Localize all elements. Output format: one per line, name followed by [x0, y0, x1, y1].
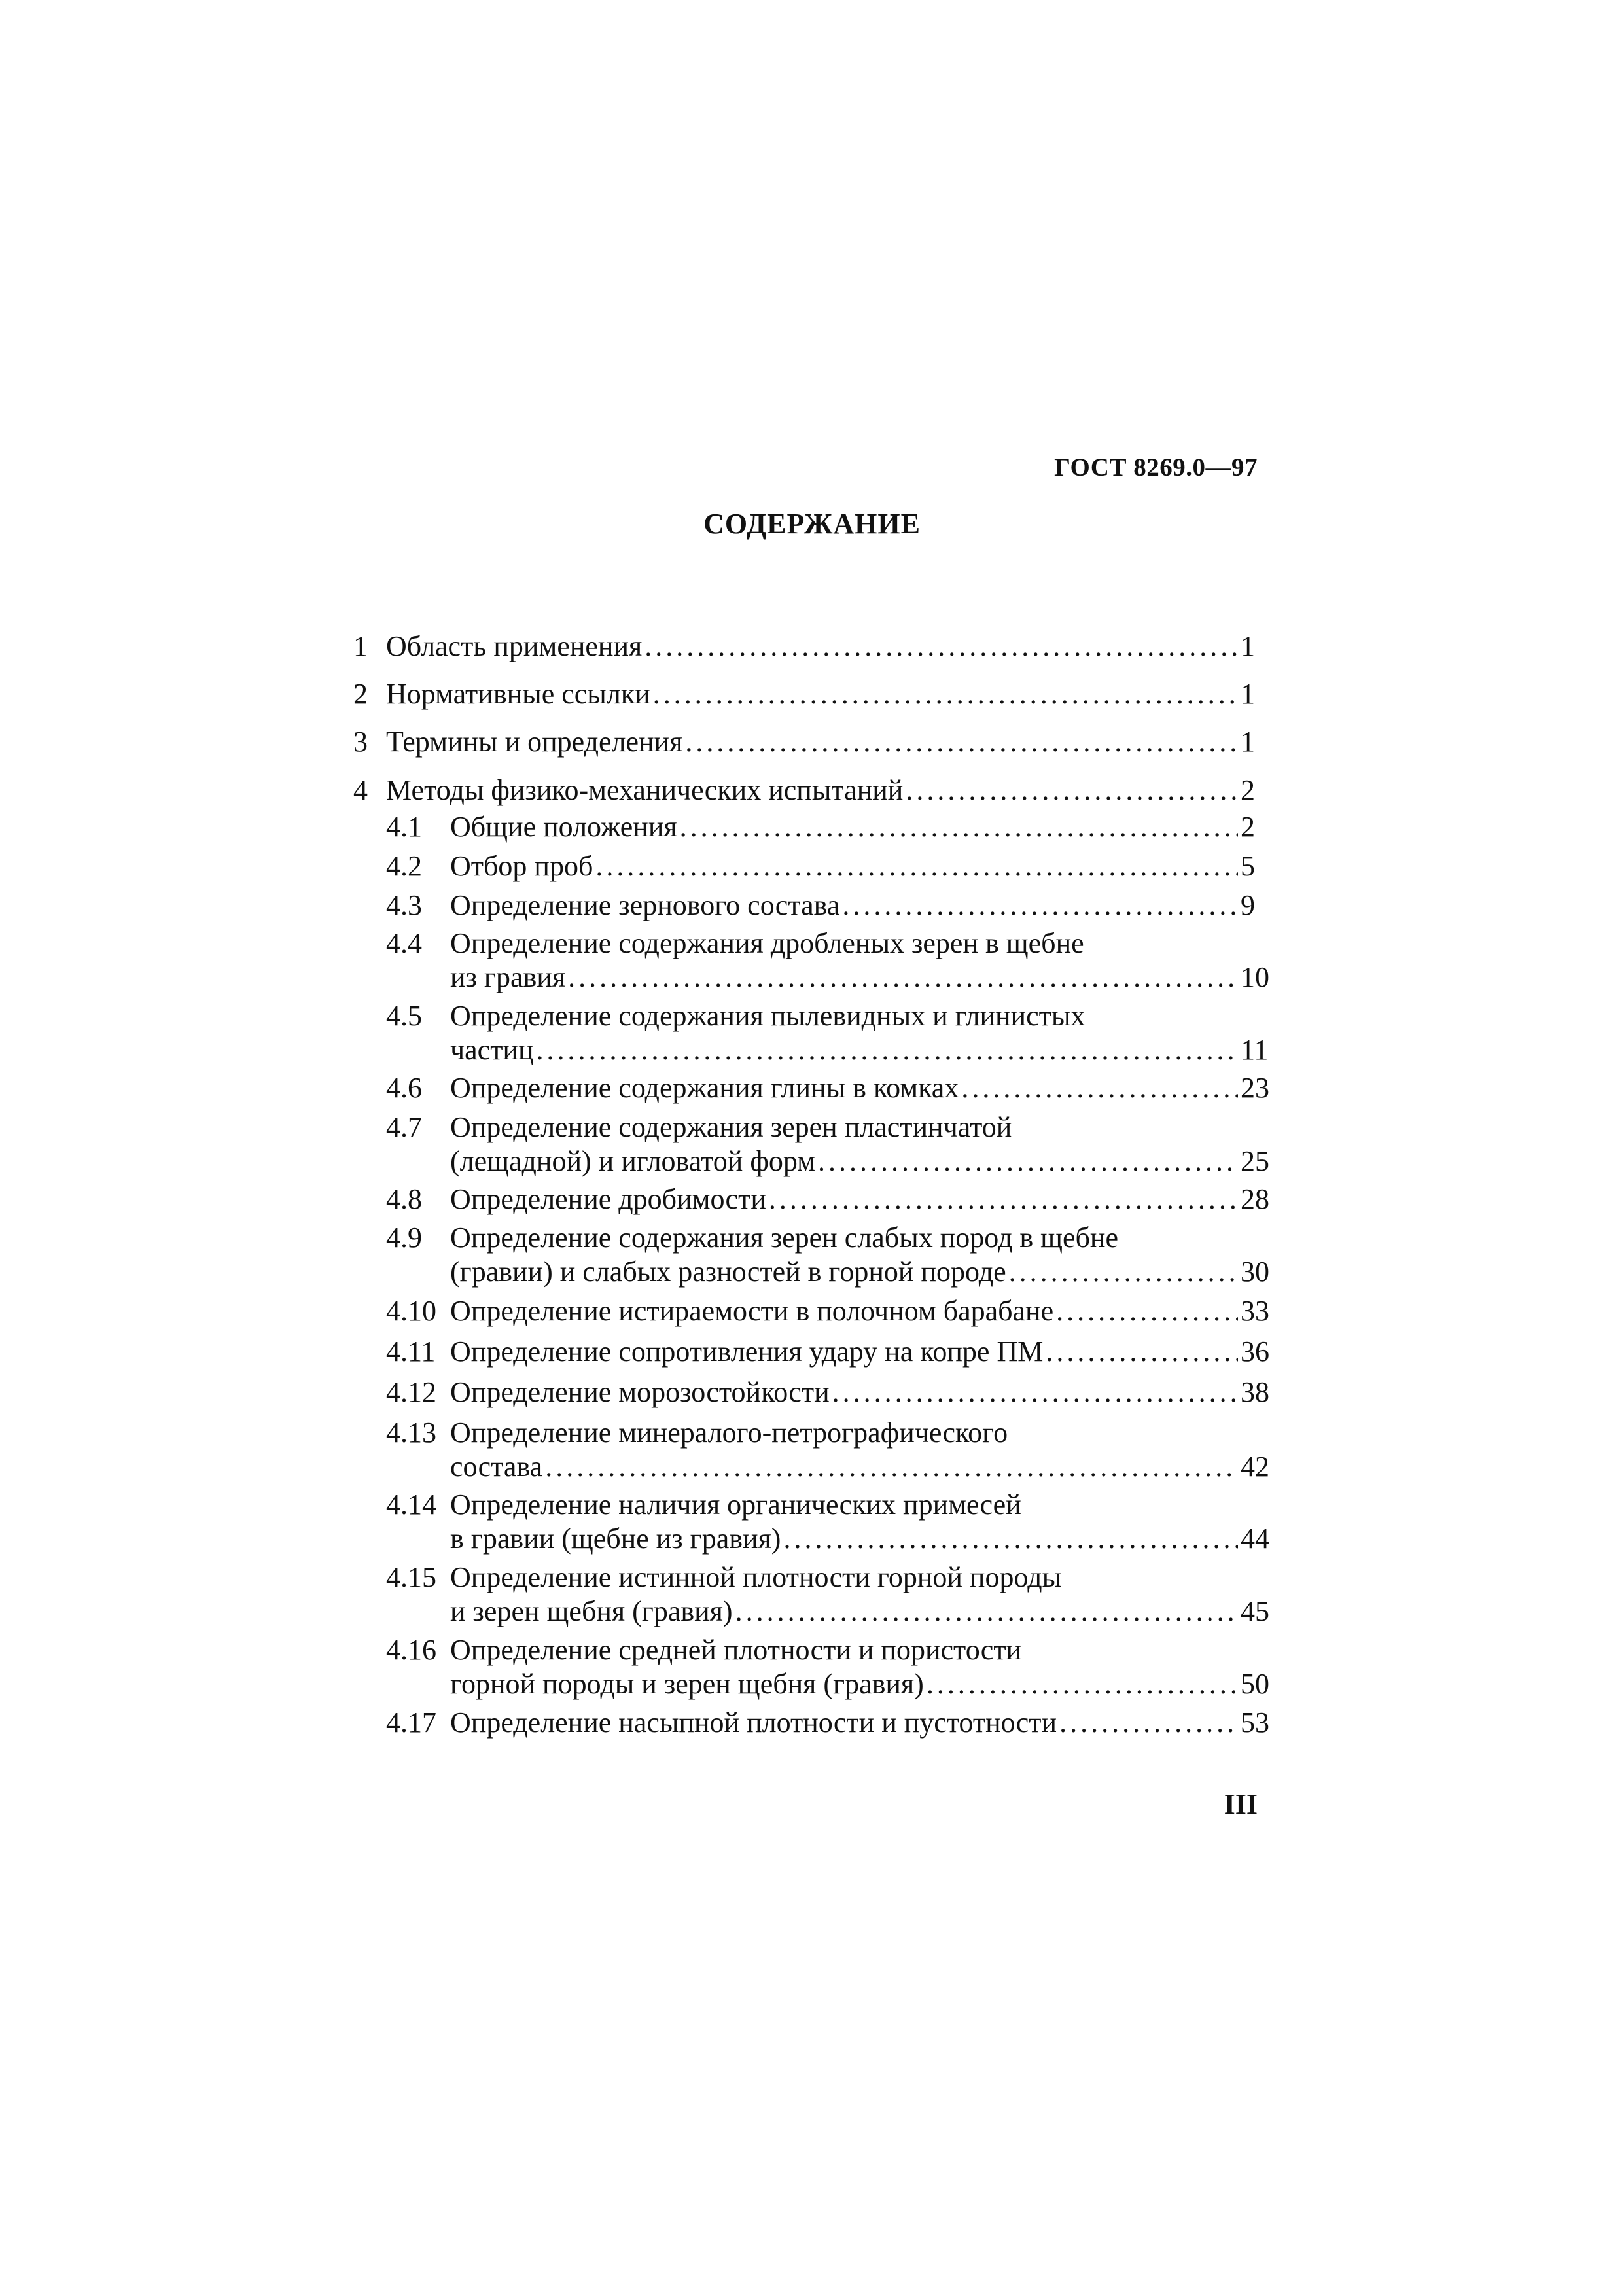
toc-entry-number: 4.8 [386, 1183, 422, 1215]
toc-entry-page-number: 1 [1241, 678, 1255, 710]
toc-entry[interactable] [0, 1704, 1624, 1741]
toc-entry-number: 4.5 [386, 1000, 422, 1032]
toc-entry[interactable] [0, 1293, 1624, 1330]
dot-leader [1046, 1333, 1238, 1370]
toc-entry-title-continuation: (лещадной) и игловатой форм [450, 1145, 816, 1177]
toc-entry-title: Термины и определения [386, 726, 683, 758]
toc-entry-number: 4.9 [386, 1222, 422, 1254]
toc-entry[interactable] [0, 1487, 1624, 1559]
toc-entry-number: 4.17 [386, 1706, 436, 1739]
dot-leader [783, 1521, 1238, 1557]
toc-entry-title: Определение содержания дробленых зерен в щебне [450, 927, 1084, 959]
toc-entry-number: 1 [353, 630, 368, 662]
toc-entry-title-continuation: из гравия [450, 961, 566, 993]
toc-entry[interactable] [0, 1374, 1624, 1411]
toc-entry-page-number: 1 [1241, 630, 1255, 662]
dot-leader [1009, 1254, 1238, 1290]
toc-entry-title-continuation: горной породы и зерен щебня (гравия) [450, 1668, 924, 1700]
toc-entry-number: 4.7 [386, 1111, 422, 1143]
toc-entry[interactable] [0, 1632, 1624, 1704]
toc-entry-title: Определение минералого-петрографического [450, 1417, 1008, 1449]
toc-entry[interactable] [0, 1415, 1624, 1487]
toc-entry-title: Общие положения [450, 811, 677, 843]
toc-entry-page-number: 44 [1241, 1523, 1269, 1555]
dot-leader [769, 1181, 1238, 1218]
toc-entry[interactable] [0, 1181, 1624, 1218]
toc-entry[interactable] [0, 676, 1624, 713]
toc-entry-number: 4.14 [386, 1489, 436, 1521]
toc-entry-page-number: 30 [1241, 1256, 1269, 1288]
toc-entry-number: 4.15 [386, 1561, 436, 1593]
toc-entry-page-number: 23 [1241, 1072, 1269, 1104]
toc-entry-title: Определение содержания глины в комках [450, 1072, 959, 1104]
toc-entry-title: Определение средней плотности и пористости [450, 1634, 1022, 1666]
toc-entry-number: 4.13 [386, 1417, 436, 1449]
toc-entry-title: Определение сопротивления удару на копре ПМ [450, 1335, 1044, 1368]
dot-leader [537, 1032, 1238, 1069]
toc-entry-page-number: 2 [1241, 811, 1255, 843]
toc-entry-title-continuation: (гравии) и слабых разностей в горной породе [450, 1256, 1006, 1288]
toc-entry-title: Определение насыпной плотности и пустотности [450, 1706, 1057, 1739]
dot-leader [832, 1374, 1238, 1411]
toc-entry-number: 4.2 [386, 850, 422, 882]
toc-entry-page-number: 50 [1241, 1668, 1269, 1700]
dot-leader [680, 809, 1238, 845]
toc-entry[interactable] [0, 1109, 1624, 1181]
toc-entry-title: Методы физико-механических испытаний [386, 774, 904, 806]
dot-leader [961, 1070, 1238, 1106]
toc-entry-number: 4.4 [386, 927, 422, 959]
toc-entry-title: Определение содержания пылевидных и глинистых [450, 1000, 1086, 1032]
toc-entry[interactable] [0, 1333, 1624, 1370]
toc-entry-number: 3 [353, 726, 368, 758]
toc-entry-number: 4 [353, 774, 368, 806]
toc-entry-page-number: 36 [1241, 1335, 1269, 1368]
toc-entry-title: Определение содержания зерен слабых пород в щебне [450, 1222, 1119, 1254]
toc-entry[interactable] [0, 848, 1624, 885]
toc-title: СОДЕРЖАНИЕ [703, 508, 921, 540]
toc-entry-number: 4.10 [386, 1295, 436, 1327]
dot-leader [653, 676, 1238, 713]
toc-entry-title-continuation: состава [450, 1451, 543, 1483]
toc-entry-page-number: 38 [1241, 1376, 1269, 1408]
dot-leader [1056, 1293, 1238, 1330]
toc-entry[interactable] [0, 628, 1624, 665]
toc-entry-title-continuation: и зерен щебня (гравия) [450, 1595, 733, 1627]
document-code: ГОСТ 8269.0—97 [1054, 453, 1258, 482]
dot-leader [685, 724, 1238, 760]
toc-entry-number: 4.6 [386, 1072, 422, 1104]
toc-entry-number: 4.1 [386, 811, 422, 843]
toc-entry-number: 4.3 [386, 889, 422, 921]
toc-entry-page-number: 11 [1241, 1034, 1269, 1066]
toc-entry-title-continuation: частиц [450, 1034, 534, 1066]
toc-entry-page-number: 53 [1241, 1706, 1269, 1739]
toc-entry[interactable] [0, 724, 1624, 760]
toc-entry-title: Определение морозостойкости [450, 1376, 830, 1408]
toc-entry-page-number: 28 [1241, 1183, 1269, 1215]
toc-entry-title: Определение наличия органических примесей [450, 1489, 1021, 1521]
dot-leader [818, 1143, 1238, 1180]
toc-entry-page-number: 42 [1241, 1451, 1269, 1483]
toc-entry[interactable] [0, 809, 1624, 845]
toc-entry[interactable] [0, 772, 1624, 809]
toc-entry-title: Определение истираемости в полочном барабане [450, 1295, 1054, 1327]
toc-entry-page-number: 10 [1241, 961, 1269, 993]
toc-entry-number: 4.16 [386, 1634, 436, 1666]
toc-entry-title: Определение зернового состава [450, 889, 840, 921]
toc-entry-page-number: 45 [1241, 1595, 1269, 1627]
toc-entry-title: Отбор проб [450, 850, 593, 882]
toc-entry[interactable] [0, 998, 1624, 1070]
toc-entry[interactable] [0, 925, 1624, 997]
dot-leader [842, 887, 1238, 924]
toc-entry-page-number: 33 [1241, 1295, 1269, 1327]
dot-leader [568, 959, 1238, 996]
toc-entry-number: 4.12 [386, 1376, 436, 1408]
toc-entry-title: Область применения [386, 630, 643, 662]
toc-entry-page-number: 5 [1241, 850, 1255, 882]
toc-entry-number: 4.11 [386, 1335, 436, 1368]
toc-entry[interactable] [0, 1220, 1624, 1292]
toc-entry-title: Определение содержания зерен пластинчатой [450, 1111, 1012, 1143]
dot-leader [927, 1666, 1238, 1703]
toc-entry[interactable] [0, 887, 1624, 924]
dot-leader [735, 1593, 1238, 1630]
toc-entry-title: Определение дробимости [450, 1183, 766, 1215]
dot-leader [906, 772, 1238, 809]
toc-entry-page-number: 1 [1241, 726, 1255, 758]
toc-entry-title-continuation: в гравии (щебне из гравия) [450, 1523, 781, 1555]
toc-entry-title: Определение истинной плотности горной породы [450, 1561, 1062, 1593]
dot-leader [644, 628, 1238, 665]
toc-entry-page-number: 25 [1241, 1145, 1269, 1177]
dot-leader [1059, 1704, 1238, 1741]
toc-entry[interactable] [0, 1070, 1624, 1106]
dot-leader [545, 1449, 1238, 1485]
page-folio: III [1224, 1788, 1258, 1820]
toc-entry-page-number: 9 [1241, 889, 1255, 921]
toc-entry-page-number: 2 [1241, 774, 1255, 806]
toc-entry[interactable] [0, 1559, 1624, 1631]
dot-leader [595, 848, 1238, 885]
toc-entry-title: Нормативные ссылки [386, 678, 650, 710]
toc-entry-number: 2 [353, 678, 368, 710]
